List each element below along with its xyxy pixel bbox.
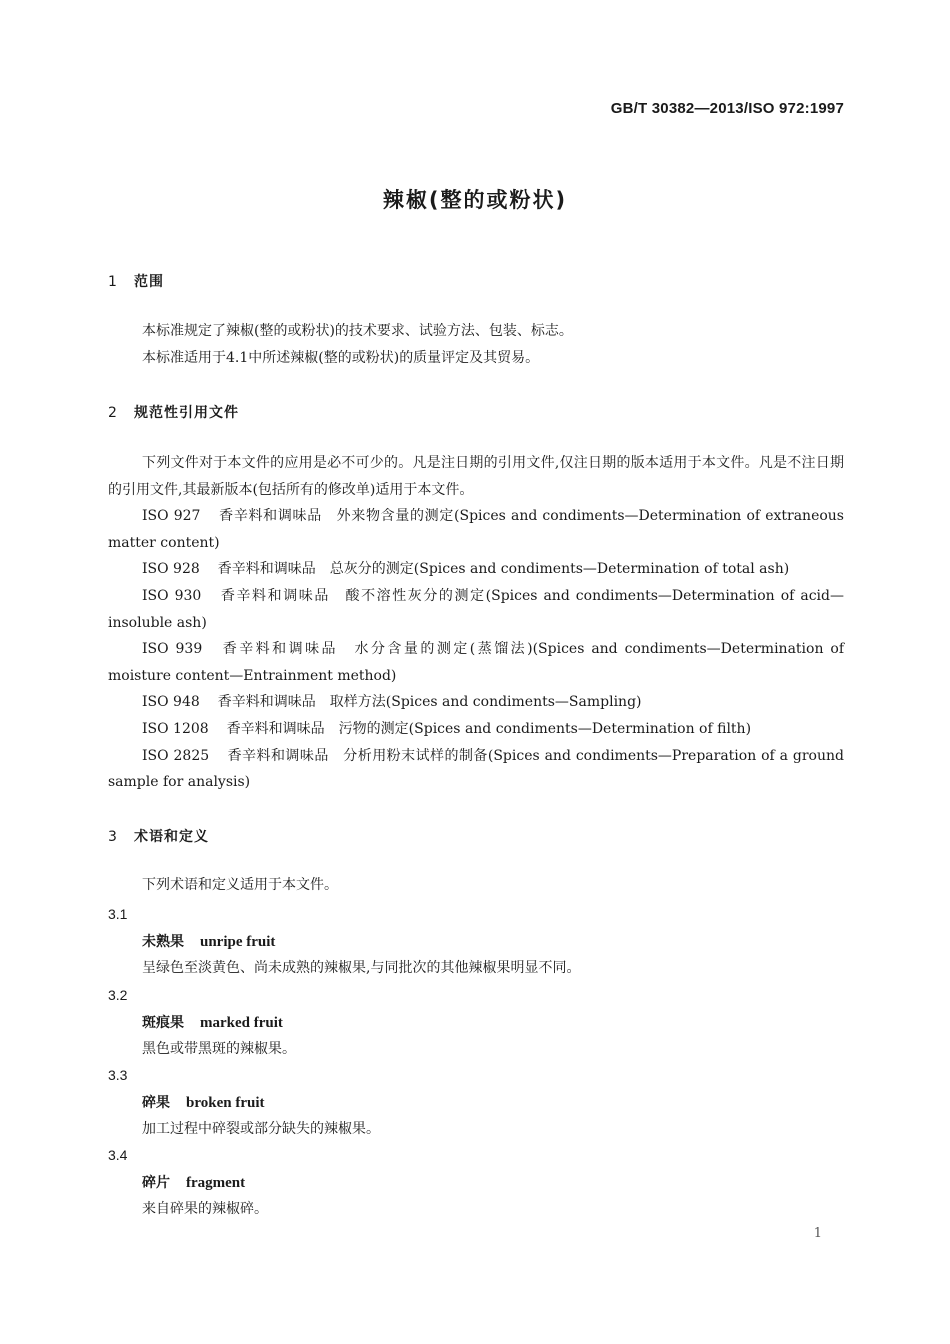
- reference-item: [108, 716, 844, 743]
- term-zh: 斑痕果: [142, 1015, 184, 1031]
- reference-code: ISO 930: [142, 587, 202, 604]
- reference-item: [108, 503, 844, 556]
- term-number: 3.2: [108, 987, 128, 1003]
- reference-text: 香辛料和调味品 总灰分的测定(Spices and condiments—Determination of total ash): [217, 561, 790, 578]
- term-zh: 碎片: [142, 1175, 170, 1191]
- term-zh: 碎果: [142, 1095, 170, 1111]
- section-3-heading: [108, 826, 209, 846]
- term-definition: 黑色或带黑斑的辣椒果。: [142, 1041, 296, 1057]
- term-en: marked fruit: [200, 1015, 283, 1031]
- reference-text: 香辛料和调味品 分析用粉末试样的制备(Spices and condiments—Preparation of a ground sample for analysis): [108, 747, 844, 791]
- paragraph: 本标准规定了辣椒(整的或粉状)的技术要求、试验方法、包装、标志。: [142, 323, 573, 339]
- section-2-heading: [108, 402, 239, 422]
- section-title: 术语和定义: [134, 829, 209, 845]
- reference-text: 香辛料和调味品 酸不溶性灰分的测定(Spices and condiments—Determination of acid—insoluble ash): [108, 587, 844, 631]
- reference-item: [108, 556, 844, 583]
- reference-item: [108, 743, 844, 796]
- reference-code: ISO 927: [142, 508, 201, 525]
- reference-item: [108, 583, 844, 636]
- section-3-intro: 下列术语和定义适用于本文件。: [142, 877, 338, 893]
- reference-code: ISO 948: [142, 694, 200, 711]
- document-title: 辣椒(整的或粉状): [382, 188, 568, 212]
- reference-text: 香辛料和调味品 外来物含量的测定(Spices and condiments—Determination of extraneous matter content): [108, 508, 844, 551]
- term-en: broken fruit: [186, 1095, 265, 1111]
- term-number: 3.4: [108, 1147, 128, 1163]
- reference-text: 香辛料和调味品 取样方法(Spices and condiments—Sampling): [217, 694, 642, 711]
- reference-code: ISO 939: [142, 641, 203, 658]
- reference-text: 香辛料和调味品 水分含量的测定(蒸馏法)(Spices and condiments—Determination of moisture content—Entrainment method): [108, 641, 844, 684]
- section-title: 范围: [134, 274, 164, 290]
- term-name: [142, 931, 275, 951]
- term-name: [142, 1012, 283, 1032]
- standard-code: GB/T 30382—2013/ISO 972:1997: [610, 100, 844, 117]
- section-number: 1: [108, 274, 118, 290]
- reference-code: ISO 1208: [142, 720, 209, 737]
- term-name: [142, 1092, 264, 1112]
- term-en: unripe fruit: [200, 934, 276, 950]
- section-number: 3: [108, 829, 118, 845]
- paragraph: 下列文件对于本文件的应用是必不可少的。凡是注日期的引用文件,仅注日期的版本适用于本文件。凡是不注日期的引用文件,其最新版本(包括所有的修改单)适用于本文件。: [108, 455, 844, 498]
- reference-code: ISO 928: [142, 561, 200, 578]
- page-number: 1: [813, 1226, 822, 1241]
- section-1-heading: [108, 271, 164, 291]
- term-en: fragment: [186, 1175, 246, 1191]
- reference-code: ISO 2825: [142, 747, 210, 764]
- term-definition: 加工过程中碎裂或部分缺失的辣椒果。: [142, 1121, 380, 1137]
- section-title: 规范性引用文件: [134, 405, 239, 421]
- reference-item: [108, 636, 844, 689]
- term-number: 3.3: [108, 1067, 128, 1083]
- term-number: 3.1: [108, 906, 128, 922]
- paragraph: 本标准适用于4.1中所述辣椒(整的或粉状)的质量评定及其贸易。: [142, 349, 540, 366]
- term-definition: 呈绿色至淡黄色、尚未成熟的辣椒果,与同批次的其他辣椒果明显不同。: [142, 960, 581, 976]
- reference-item: [108, 689, 844, 716]
- reference-text: 香辛料和调味品 污物的测定(Spices and condiments—Determination of filth): [226, 720, 752, 737]
- term-definition: 来自碎果的辣椒碎。: [142, 1201, 268, 1217]
- section-number: 2: [108, 405, 118, 421]
- term-name: [142, 1172, 245, 1192]
- section-1-body: [108, 318, 844, 371]
- term-zh: 未熟果: [142, 934, 184, 950]
- section-2-body: [108, 450, 844, 796]
